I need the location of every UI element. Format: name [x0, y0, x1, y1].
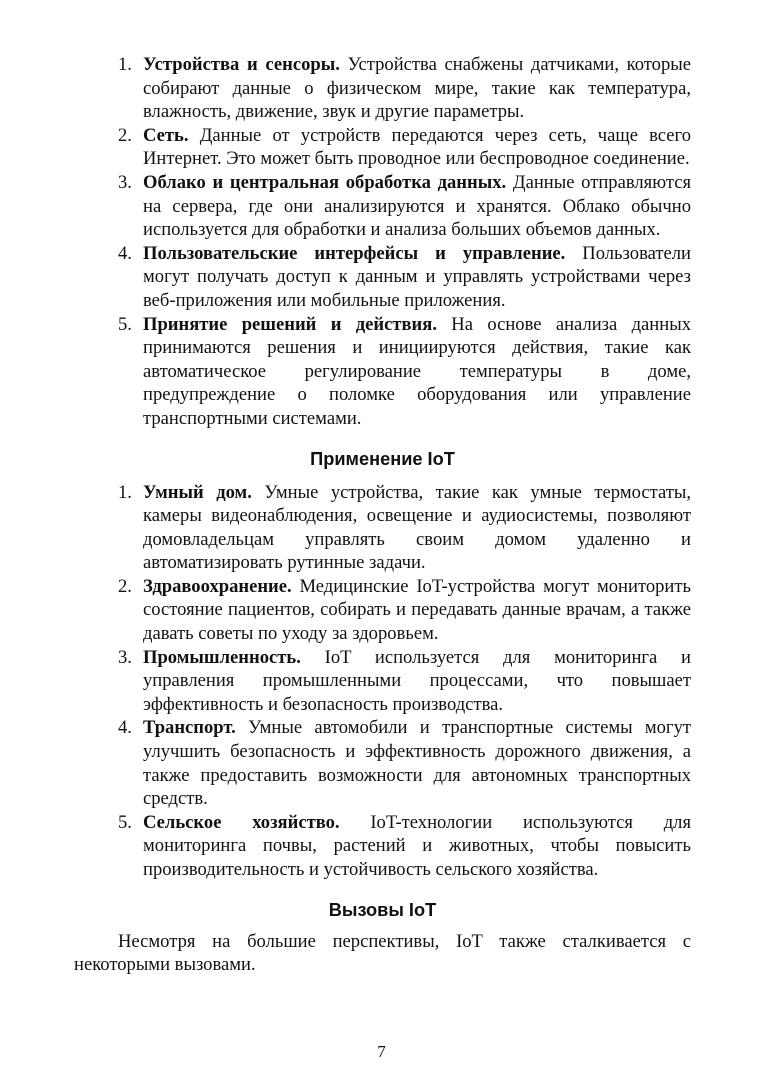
item-title: Устройства и сенсоры. — [143, 54, 340, 75]
applications-list — [74, 481, 691, 882]
list-item — [74, 575, 691, 646]
list-item — [74, 124, 691, 171]
item-number: 2. — [118, 124, 132, 146]
item-title: Принятие решений и действия. — [143, 313, 437, 335]
item-text: На основе анализа данных принимаются решения и инициируются действия, такие как автоматическое регулирование температуры в доме, предупреждение о поломке оборудования или управление транспортными системами. — [143, 313, 691, 429]
section-heading-applications: Применение IoT — [310, 448, 455, 469]
item-text: Медицинские IoT-устройства могут мониторить состояние пациентов, собирать и передавать данные врачам, а также давать советы по уходу за здоровьем. — [143, 575, 691, 645]
item-number: 1. — [118, 481, 132, 503]
page-number: 7 — [377, 1042, 386, 1061]
item-number: 3. — [118, 646, 132, 668]
item-title: Пользовательские интерфейсы и управление. — [143, 242, 566, 264]
item-text: Данные от устройств передаются через сеть, чаще всего Интернет. Это может быть проводное или беспроводное соединение. — [143, 124, 691, 170]
item-text: Умные автомобили и транспортные системы могут улучшить безопасность и эффективность дорожного движения, а также предоставить возможности для автономных транспортных средств. — [143, 717, 691, 810]
item-title: Сельское хозяйство. — [143, 811, 340, 833]
item-number: 1. — [118, 54, 132, 75]
item-title: Транспорт. — [143, 717, 236, 739]
section-heading-challenges: Вызовы IoT — [328, 899, 437, 920]
item-number: 5. — [118, 313, 132, 335]
components-list — [74, 53, 691, 431]
item-text: IoT используется для мониторинга и управления промышленными процессами, что повышает эффективность и безопасность производства. — [143, 646, 691, 715]
item-number: 3. — [118, 171, 132, 193]
item-title: Умный дом. — [143, 481, 252, 503]
list-item — [74, 313, 691, 431]
item-title: Здравоохранение. — [143, 575, 292, 597]
item-title: Облако и центральная обработка данных. — [143, 171, 507, 193]
list-item — [74, 481, 691, 575]
item-text: Пользователи могут получать доступ к данным и управлять устройствами через веб-приложения или мобильные приложения. — [143, 242, 691, 311]
list-item — [74, 171, 691, 242]
document-page — [74, 53, 691, 977]
item-number: 5. — [118, 811, 132, 833]
list-item — [74, 811, 691, 882]
item-text: Умные устройства, такие как умные термостаты, камеры видеонаблюдения, освещение и аудиосистемы, позволяют домовладельцам управлять своим домом удаленно и автоматизировать рутинные задачи. — [143, 481, 691, 574]
item-number: 4. — [118, 717, 132, 739]
item-title: Промышленность. — [143, 646, 301, 668]
item-number: 4. — [118, 242, 132, 264]
list-item — [74, 242, 691, 313]
list-item — [74, 716, 691, 810]
item-title: Сеть. — [143, 124, 189, 146]
item-text: Данные отправляются на сервера, где они анализируются и хранятся. Облако обычно используется для обработки и анализа больших объемов данных. — [143, 171, 691, 241]
item-text: Устройства снабжены датчиками, которые собирают данные о физическом мире, такие как температура, влажность, движение, звук и другие параметры. — [143, 54, 692, 123]
item-text: IoT-технологии используются для мониторинга почвы, растений и животных, чтобы повысить производительность и устойчивость сельского хозяйства. — [143, 811, 692, 880]
challenges-paragraph: Несмотря на большие перспективы, IoT также сталкивается с некоторыми вызовами. — [74, 930, 691, 976]
item-number: 2. — [118, 575, 132, 597]
list-item — [74, 53, 691, 124]
list-item — [74, 646, 691, 717]
